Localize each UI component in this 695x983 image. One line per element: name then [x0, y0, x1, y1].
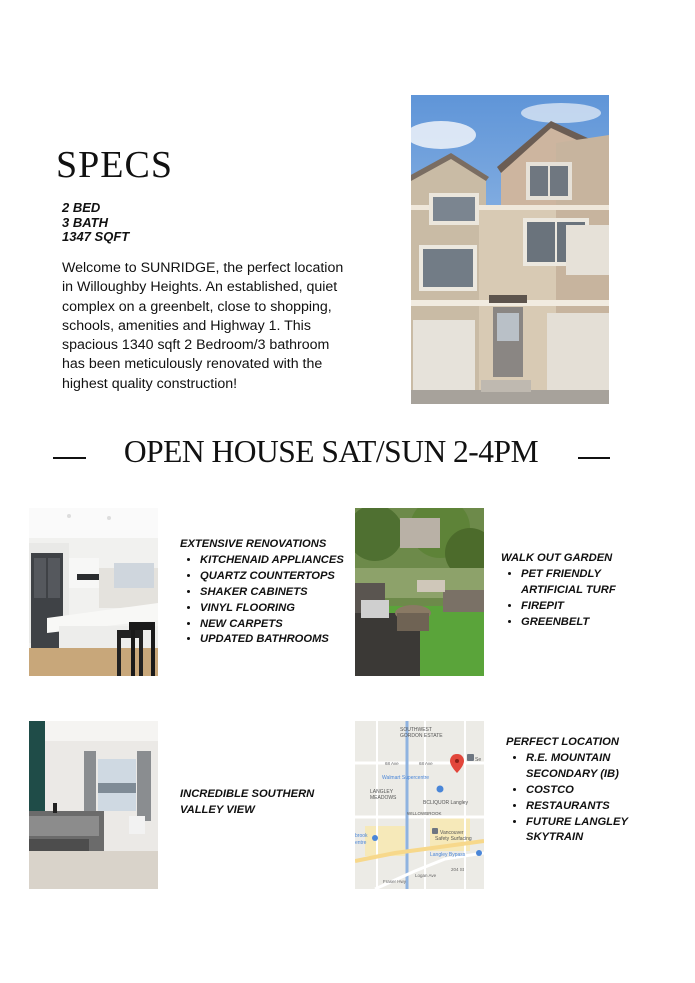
property-description: Welcome to SUNRIDGE, the perfect location in Willoughby Heights. An established, quiet complex on a greenbelt, close to shopping, schools, amenities and Highway 1. This spacious 1340 sqft 2 Bedroom/3 bathroom has been meticulously renovated with the highest quality construction! [62, 260, 344, 392]
list-item: • FUTURE LANGLEY SKYTRAIN [526, 815, 656, 847]
map-label: Fraser Hwy [383, 879, 407, 884]
map-label: LANGLEY [370, 789, 394, 795]
list-item: • GREENBELT [521, 615, 651, 631]
list-item: • PET FRIENDLY ARTIFICIAL TURF [521, 567, 651, 599]
location-feature [506, 735, 656, 846]
garden-feature [501, 551, 651, 631]
map-label: Se [475, 757, 482, 763]
list-item: • VINYL FLOORING [200, 601, 350, 617]
square-footage: 1347 SQFT [62, 229, 130, 244]
kitchen-photo [29, 508, 158, 676]
view-heading: INCREDIBLE SOUTHERN VALLEY VIEW [180, 788, 315, 816]
list-item: • NEW CARPETS [200, 617, 350, 633]
map-label: BCLIQUOR Langley [423, 800, 469, 806]
list-item: • FIREPIT [521, 599, 651, 615]
bedroom-photo [29, 721, 158, 889]
list-item: • R.E. MOUNTAIN SECONDARY (IB) [526, 751, 656, 783]
location-heading: PERFECT LOCATION [506, 736, 619, 748]
map-label: 68 Ave [385, 761, 399, 766]
renovations-list [180, 553, 350, 648]
bath-count: 3 BATH [62, 214, 108, 230]
renovations-feature [180, 537, 350, 648]
garden-heading: WALK OUT GARDEN [501, 552, 613, 564]
map-label: 68 Ave [419, 761, 433, 766]
right-divider [578, 457, 610, 459]
list-item: • QUARTZ COUNTERTOPS [200, 569, 350, 585]
list-item: • KITCHENAID APPLIANCES [200, 553, 350, 569]
map-label: entre [355, 840, 367, 846]
list-item: • RESTAURANTS [526, 799, 656, 815]
open-house-banner: OPEN HOUSE SAT/SUN 2-4PM [123, 434, 539, 469]
pin-icon [437, 786, 444, 793]
list-item: • SHAKER CABINETS [200, 585, 350, 601]
map-label: Safety Surfacing [435, 836, 472, 842]
property-stats [62, 201, 129, 245]
bed-count: 2 BED [62, 200, 101, 215]
map-label: Vancouver [440, 830, 464, 836]
map-label: brook [355, 833, 368, 839]
townhouse-exterior-photo [411, 95, 609, 404]
map-label: SOUTHWEST [400, 727, 432, 733]
map-label: 204 St [451, 867, 465, 872]
renovations-heading: EXTENSIVE RENOVATIONS [180, 538, 327, 550]
map-label: Logan Ave [415, 873, 437, 878]
list-item: • UPDATED BATHROOMS [200, 632, 350, 648]
view-feature [180, 787, 330, 819]
garden-list [501, 567, 651, 631]
left-divider [53, 457, 86, 459]
specs-title: SPECS [56, 144, 173, 186]
map-label: Langley Bypass [430, 852, 466, 858]
list-item: • COSTCO [526, 783, 656, 799]
map-label: MEADOWS [370, 795, 397, 801]
map-label: Walmart Supercentre [382, 775, 430, 781]
location-map [355, 721, 484, 889]
map-label: GORDON ESTATE [400, 733, 443, 739]
garden-photo [355, 508, 484, 676]
map-label: WILLOWBROOK [407, 811, 442, 816]
location-list [506, 751, 656, 846]
